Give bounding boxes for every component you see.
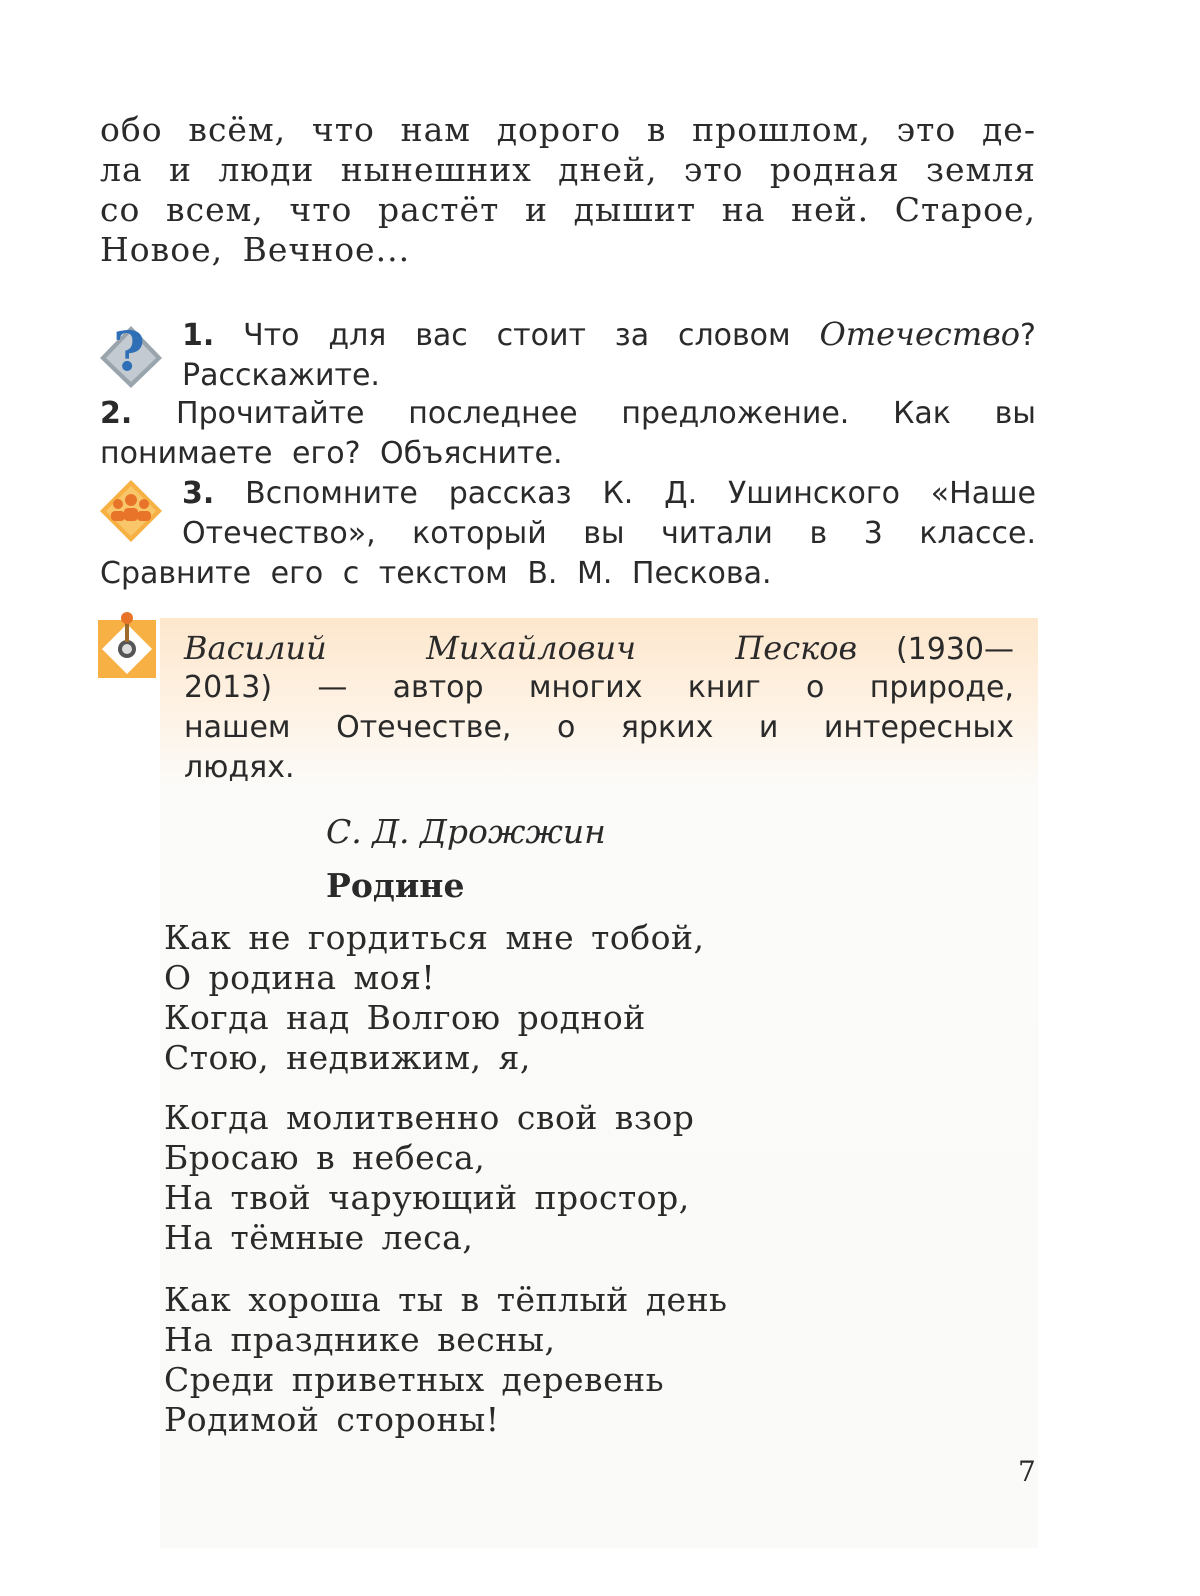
question-mark: ? <box>1020 318 1036 353</box>
intro-line: Новое, Вечное... <box>100 230 411 269</box>
group-work-icon <box>98 478 164 549</box>
poem-line: Как не гордиться мне тобой, <box>164 918 705 957</box>
question-number: 2. <box>100 396 133 431</box>
poem-line: На празднике весны, <box>164 1320 556 1359</box>
poem-line: Когда молитвенно свой взор <box>164 1098 695 1137</box>
bio-line-1 <box>184 628 1014 670</box>
poem-line: На твой чарующий простор, <box>164 1178 690 1217</box>
poem-line: Как хороша ты в тёплый день <box>164 1280 728 1319</box>
poem-line: Родимой стороны! <box>164 1400 500 1439</box>
question-text: Сравните его с текстом В. М. Пескова. <box>100 556 772 591</box>
question-text: Расскажите. <box>182 358 380 393</box>
question-text: понимаете его? Объясните. <box>100 436 563 471</box>
question-icon <box>98 318 164 395</box>
poem-line: О родина моя! <box>164 958 436 997</box>
question-number: 3. <box>182 476 215 511</box>
question-3 <box>182 474 1036 554</box>
question-text: Прочитайте последнее предложение. Как вы <box>176 396 1036 431</box>
bio-line-2: 2013) — автор многих книг о природе, <box>184 670 1014 705</box>
italic-word: Отечество <box>819 315 1021 353</box>
intro-line: обо всём, что нам дорого в прошлом, это де- <box>100 110 1036 149</box>
question-2 <box>100 394 1036 474</box>
bio-line-4: людях. <box>184 750 295 785</box>
poem-line: Когда над Волгою родной <box>164 998 646 1037</box>
poem-author: С. Д. Дрожжин <box>326 812 606 851</box>
poem-line: На тёмные леса, <box>164 1218 474 1257</box>
intro-line: ла и люди нынешних дней, это родная земля <box>100 150 1036 189</box>
poem-line: Стою, недвижим, я, <box>164 1038 531 1077</box>
svg-text:?: ? <box>113 319 145 383</box>
author-years: (1930— <box>895 632 1014 667</box>
intro-paragraph <box>100 110 1036 270</box>
bio-line-3: нашем Отечестве, о ярких и интересных <box>184 710 1014 745</box>
poem-title: Родине <box>326 866 465 905</box>
poem-line: Бросаю в небеса, <box>164 1138 486 1177</box>
question-number: 1. <box>182 318 215 353</box>
question-text: Отечество», который вы читали в 3 классе. <box>182 516 1036 551</box>
page-number: 7 <box>1018 1455 1036 1488</box>
question-text: Вспомните рассказ К. Д. Ушинского «Наше <box>245 476 1036 511</box>
poem-line: Среди приветных деревень <box>164 1360 665 1399</box>
question-text: Что для вас стоит за словом <box>243 318 791 353</box>
info-pin-icon <box>98 610 158 685</box>
question-1 <box>182 314 1036 396</box>
author-name: Василий Михайлович Песков <box>184 629 858 667</box>
intro-line: со всем, что растёт и дышит на ней. Старое, <box>100 190 1036 229</box>
